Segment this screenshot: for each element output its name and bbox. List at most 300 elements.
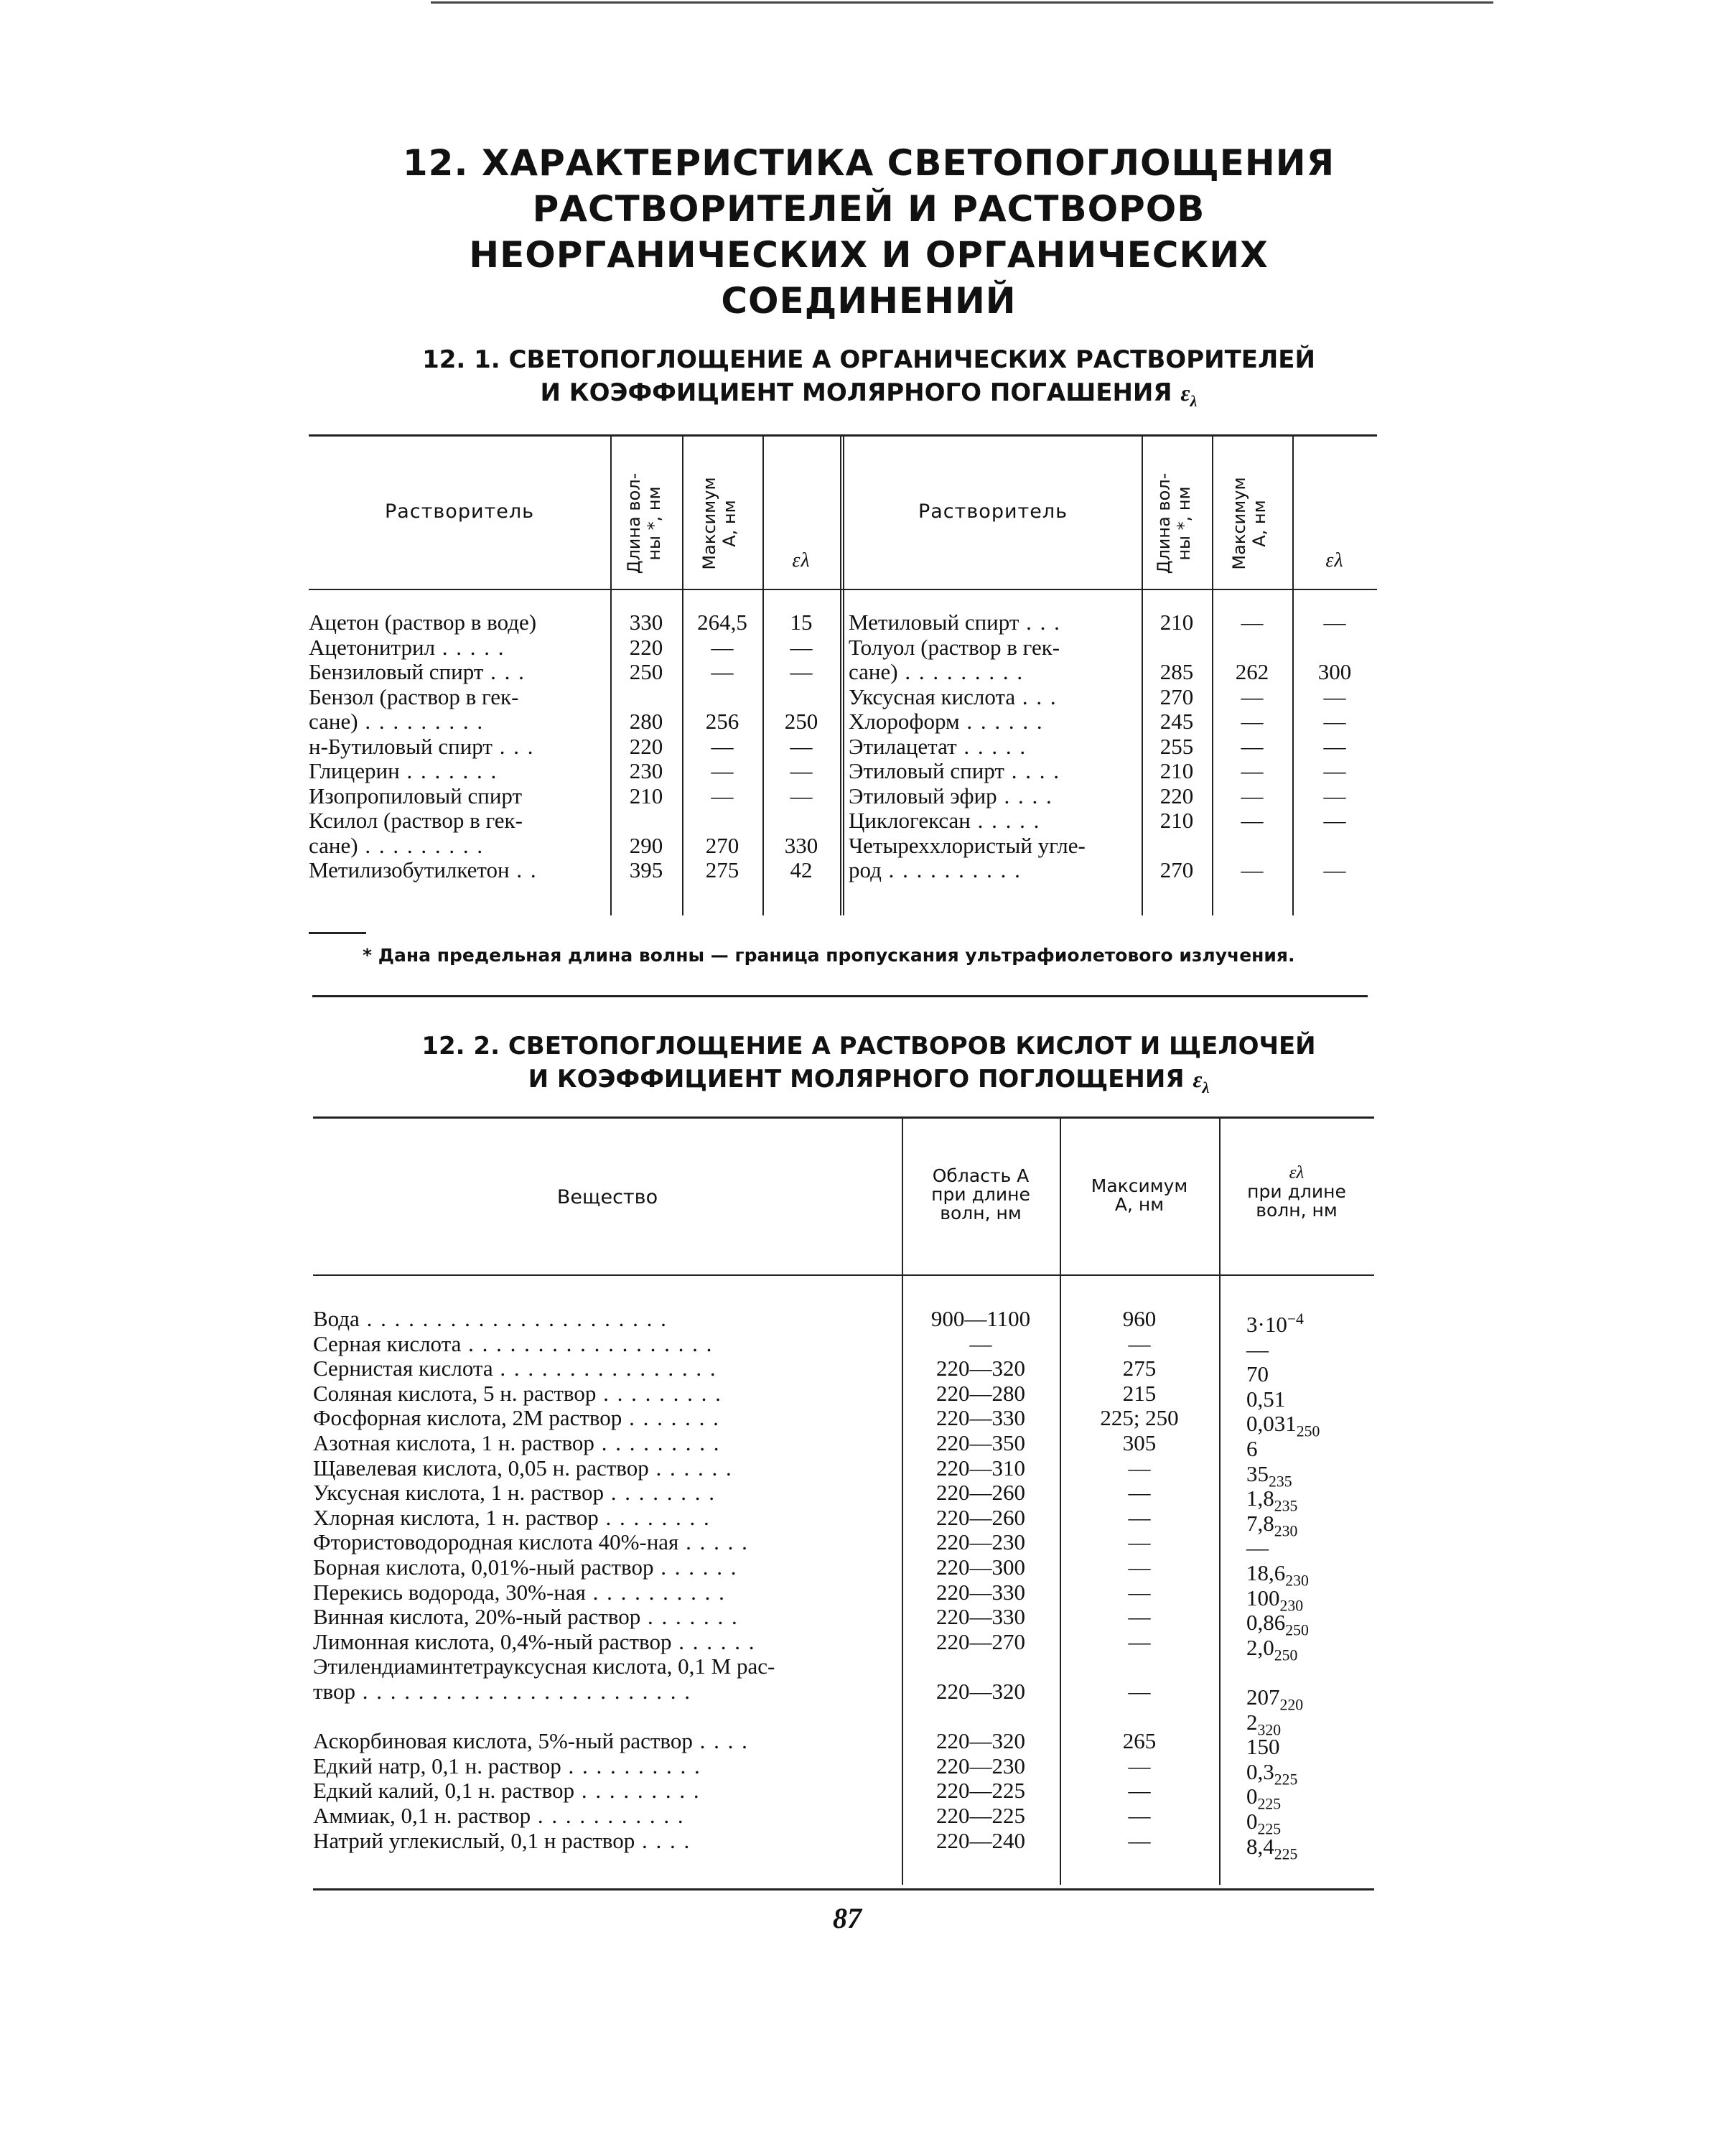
eps-cell: — [1323, 610, 1346, 635]
wavelength-cell: 245 [1159, 709, 1194, 734]
leader-dots: . . . . . . . . . [596, 1381, 722, 1406]
eps-wavelength-subscript: 230 [1274, 1522, 1298, 1540]
eps-cell: — [1323, 684, 1346, 709]
header-max-right: Максимум А, нм [1229, 477, 1269, 570]
substance-name [313, 1506, 896, 1530]
region-cell: 220—240 [936, 1827, 1025, 1853]
max-cell: 215 [1122, 1380, 1157, 1406]
wavelength-cell: 330 [629, 610, 663, 635]
solvent-name-text: н-Бутиловый спирт [309, 734, 493, 759]
table-bottom-rule [313, 1888, 1374, 1890]
eps-value: 1,8 [1246, 1486, 1274, 1511]
leader-dots: . . . . . . [959, 709, 1044, 734]
eps-value: 0 [1246, 1784, 1258, 1809]
solvent-name [849, 685, 1139, 709]
substance-name [313, 1729, 896, 1753]
table-row [309, 635, 1377, 660]
substance-name-text: Вода [313, 1307, 360, 1331]
wavelength-cell: 285 [1159, 659, 1194, 684]
max-cell: 270 [705, 832, 739, 858]
region-cell: 220—330 [936, 1405, 1025, 1431]
substance-name-text: Перекись водорода, 30%-ная [313, 1580, 586, 1605]
table-row [313, 1529, 1374, 1561]
leader-dots: . . . . . . . [622, 1406, 720, 1431]
eps-value: 2,0 [1246, 1634, 1274, 1660]
eps-wavelength-subscript: 225 [1257, 1820, 1282, 1838]
max-cell: — [711, 659, 734, 684]
table-row [313, 1306, 1374, 1337]
substance-name [313, 1679, 896, 1704]
eps-cell: — [1323, 733, 1346, 759]
table-row [309, 858, 1377, 882]
max-cell: — [1128, 1803, 1151, 1828]
solvent-name-text: сане) [849, 660, 898, 684]
leader-dots: . . . . . . . . . [358, 709, 485, 734]
solvent-name-text: Ацетон (раствор в воде) [309, 610, 537, 635]
max-cell: — [1128, 1679, 1151, 1704]
solvent-name [849, 735, 1139, 759]
region-cell: 220—230 [936, 1753, 1025, 1778]
eps-wavelength-subscript: 225 [1274, 1845, 1298, 1863]
header-substance: Вещество [556, 1186, 658, 1208]
eps-value: 70 [1246, 1361, 1269, 1387]
table-row [313, 1405, 1374, 1440]
max-cell: — [1241, 610, 1264, 635]
region-cell: 220—300 [936, 1554, 1025, 1580]
solvent-name-text: Ацетонитрил [309, 635, 436, 660]
leader-dots: . . . . . . . . [598, 1505, 711, 1530]
wavelength-cell: 230 [629, 758, 663, 783]
solvent-name [849, 610, 1139, 635]
solvent-name-text: сане) [309, 709, 358, 734]
substance-name [313, 1630, 896, 1654]
header-max-left: Максимум А, нм [699, 477, 739, 570]
top-rule [431, 1, 1493, 4]
wavelength-cell: 210 [1159, 610, 1194, 635]
region-cell: 220—270 [936, 1628, 1025, 1654]
substance-name-text: Аскорбиновая кислота, 5%-ный раствор [313, 1729, 693, 1754]
table-row [309, 610, 1377, 635]
solvent-name-text: Циклогексан [849, 808, 971, 833]
max-cell: — [1128, 1827, 1151, 1853]
eps-value: 0,3 [1246, 1758, 1274, 1784]
table-row [313, 1827, 1374, 1863]
solvent-name-text: Бензиловый спирт [309, 660, 484, 684]
region-cell: 220—225 [936, 1803, 1025, 1828]
table-row [313, 1579, 1374, 1615]
leader-dots: . . . [483, 660, 526, 684]
max-cell: — [1241, 733, 1264, 759]
eps-cell: — [790, 634, 813, 660]
substance-name-text: Борная кислота, 0,01%-ный раствор [313, 1555, 654, 1580]
eps-value: 0 [1246, 1808, 1258, 1834]
solvent-name [849, 808, 1139, 833]
eps-wavelength-subscript: 230 [1285, 1572, 1309, 1590]
title-line: РАСТВОРИТЕЛЕЙ И РАСТВОРОВ [532, 188, 1205, 230]
eps-cell: 330 [784, 832, 818, 858]
leader-dots: . . . . . . . . . [574, 1778, 701, 1804]
substance-name [313, 1332, 896, 1356]
solvent-name-text: сане) [309, 833, 358, 858]
substance-name [313, 1481, 896, 1505]
max-cell: 265 [1122, 1728, 1157, 1754]
solvent-name-text: Метиловый спирт [849, 610, 1019, 635]
header-solvent-right: Растворитель [918, 500, 1068, 523]
max-cell: 264,5 [697, 610, 747, 635]
region-cell: 220—330 [936, 1579, 1025, 1605]
leader-dots: . . [509, 858, 538, 882]
section-separator [312, 995, 1368, 997]
header-max: Максимум А, нм [1091, 1175, 1188, 1215]
eps-wavelength-subscript: 250 [1274, 1646, 1298, 1664]
title-line: НЕОРГАНИЧЕСКИХ И ОРГАНИЧЕСКИХ [469, 234, 1269, 276]
leader-dots: . . . . . . . . . . [585, 1580, 726, 1605]
leader-dots: . . . . [692, 1729, 749, 1754]
eps-value: — [1246, 1336, 1269, 1362]
wavelength-cell: 280 [629, 709, 663, 734]
wavelength-cell: 270 [1159, 857, 1194, 882]
leader-dots: . . . . . . . . . . . . . . . . [493, 1356, 717, 1381]
solvent-name [849, 660, 1139, 684]
substance-name-text: Соляная кислота, 5 н. раствор [313, 1381, 597, 1406]
substance-name-text: Винная кислота, 20%-ный раствор [313, 1605, 641, 1630]
header-bottom-rule [313, 1274, 1374, 1276]
substance-name [313, 1754, 896, 1778]
solvent-name-text: Четырехxлористый угле- [849, 833, 1086, 858]
max-cell: — [1128, 1554, 1151, 1580]
epsilon-symbol: $\varepsilon_\lambda$ [1180, 380, 1198, 410]
max-cell: — [1241, 684, 1264, 709]
table-row [313, 1480, 1374, 1515]
eps-value: 0,51 [1246, 1386, 1286, 1412]
wavelength-cell: 210 [1159, 808, 1194, 833]
solvent-name-text: Изопропиловый спирт [309, 783, 523, 808]
eps-value: 7,8 [1246, 1510, 1274, 1536]
substance-name [313, 1530, 896, 1554]
max-cell: — [711, 634, 734, 660]
table-row [313, 1753, 1374, 1789]
leader-dots: . . . . [635, 1828, 691, 1853]
max-cell: 262 [1235, 659, 1269, 684]
region-cell: 900—1100 [930, 1306, 1031, 1331]
max-cell: — [1128, 1529, 1151, 1555]
max-cell: — [1128, 1480, 1151, 1506]
substance-name-text: Едкий натр, 0,1 н. раствор [313, 1753, 561, 1778]
section1-title [258, 343, 1479, 418]
leader-dots: . . . . . . . . . . . [531, 1804, 685, 1828]
substance-name-text: Натрий углекислый, 0,1 н раствор [313, 1828, 635, 1853]
leader-dots: . . . . . . . . . . . . . . . . . . . . . . . . [355, 1679, 691, 1704]
substance-name-text: Щавелевая кислота, 0,05 н. раствор [313, 1455, 649, 1481]
max-cell: — [1241, 709, 1264, 734]
eps-value: 3·10 [1246, 1311, 1287, 1337]
table-row [313, 1554, 1374, 1590]
table-row [313, 1728, 1374, 1760]
wavelength-cell: 210 [1159, 758, 1194, 783]
substance-name-text: Фтористоводородная кислота 40%-ная [313, 1530, 679, 1555]
max-cell: — [1128, 1604, 1151, 1630]
region-cell: 220—310 [936, 1455, 1025, 1481]
max-cell: — [1128, 1455, 1151, 1481]
eps-wavelength-subscript: 250 [1296, 1422, 1320, 1440]
leader-dots: . . . . . . [648, 1455, 733, 1481]
substance-name [313, 1804, 896, 1828]
region-cell: 220—260 [936, 1504, 1025, 1530]
leader-dots: . . . . . [678, 1530, 749, 1555]
wavelength-cell: 220 [629, 634, 663, 660]
eps-cell: — [1323, 808, 1346, 833]
solvent-name-text: Бензол (раствор в гек- [309, 684, 519, 709]
table-row [309, 709, 1377, 734]
substance-name [313, 1356, 896, 1381]
section1-title-text: И КОЭФФИЦИЕНТ МОЛЯРНОГО ПОГАШЕНИЯ [540, 378, 1172, 407]
max-cell: 960 [1122, 1306, 1157, 1331]
leader-dots: . . . [492, 734, 535, 759]
substance-name-text: Этилендиаминтетрауксусная кислота, 0,1 М рас- [313, 1654, 775, 1679]
eps-cell [1246, 1829, 1374, 1866]
max-cell: — [1241, 758, 1264, 783]
solvent-name [849, 834, 1139, 858]
solvent-name-text: род [849, 858, 882, 882]
eps-wavelength-subscript: 235 [1269, 1473, 1292, 1491]
solvent-name-text: Этиловый эфир [849, 783, 997, 808]
substance-name-text: Аммиак, 0,1 н. раствор [313, 1804, 531, 1828]
table-top-rule [313, 1116, 1374, 1119]
eps-wavelength-subscript: 320 [1257, 1721, 1282, 1739]
eps-cell: — [1323, 857, 1346, 882]
eps-value: 207 [1246, 1684, 1280, 1710]
substance-name [313, 1580, 896, 1605]
eps-wavelength-subscript: 225 [1257, 1795, 1282, 1813]
max-cell: 225; 250 [1100, 1405, 1179, 1431]
leader-dots: . . . . . . . . . . . . . . . . . . . . . . [359, 1307, 668, 1331]
header-solvent-left: Растворитель [384, 500, 535, 523]
table-row [313, 1628, 1374, 1664]
eps-wavelength-subscript: 250 [1285, 1621, 1309, 1639]
substance-name-text: твор [313, 1679, 355, 1704]
table-row [313, 1654, 1374, 1679]
table-row [313, 1430, 1374, 1461]
eps-wavelength-subscript: 225 [1274, 1771, 1298, 1789]
solvent-name-text: Толуол (раствор в гек- [849, 635, 1060, 660]
leader-dots: . . . . . . . . . . [881, 858, 1022, 882]
leader-dots: . . . . [997, 783, 1053, 808]
solvent-name [849, 635, 1139, 660]
table-row [309, 834, 1377, 858]
wavelength-cell: 270 [1159, 684, 1194, 709]
region-cell: — [969, 1330, 992, 1356]
page-title [237, 140, 1501, 324]
substance-name-text: Уксусная кислота, 1 н. раствор [313, 1481, 604, 1506]
max-cell: — [1128, 1579, 1151, 1605]
header-wavelength-right: Длина вол- ны *, нм [1154, 472, 1194, 574]
table-row [313, 1778, 1374, 1813]
substance-name [313, 1406, 896, 1430]
substance-name-text: Серная кислота [313, 1331, 462, 1356]
substance-name [313, 1307, 896, 1331]
header-wavelength-left: Длина вол- ны *, нм [624, 472, 664, 574]
eps-cell: — [790, 758, 813, 783]
eps-value: 0,031 [1246, 1411, 1297, 1437]
wavelength-cell: 210 [629, 783, 663, 808]
max-cell: — [1241, 783, 1264, 808]
eps-value: 18,6 [1246, 1559, 1286, 1585]
max-cell: — [1128, 1778, 1151, 1804]
eps-cell: — [1323, 709, 1346, 734]
section1-title-line1: 12. 1. СВЕТОПОГЛОЩЕНИЕ А ОРГАНИЧЕСКИХ РАСТВОРИТЕЛЕЙ [422, 345, 1315, 374]
eps-value: 6 [1246, 1435, 1258, 1461]
max-cell: 256 [705, 709, 739, 734]
leader-dots: . . . . . [970, 808, 1041, 833]
substance-name [313, 1431, 896, 1455]
substance-name [313, 1829, 896, 1853]
leader-dots: . . . . . . . . . [358, 833, 485, 858]
max-cell: — [711, 758, 734, 783]
eps-wavelength-subscript: 230 [1279, 1597, 1304, 1615]
eps-cell: — [1323, 783, 1346, 808]
wavelength-cell: 250 [629, 659, 663, 684]
epsilon-symbol: $\varepsilon_\lambda$ [1193, 1066, 1210, 1096]
solvent-name-text: Хлороформ [849, 709, 960, 734]
wavelength-cell: 220 [1159, 783, 1194, 808]
region-cell: 220—280 [936, 1380, 1025, 1406]
header-eps-right: ελ [1325, 549, 1344, 572]
solvent-name-text: Уксусная кислота [849, 684, 1016, 709]
substance-name [313, 1605, 896, 1629]
max-cell: — [711, 733, 734, 759]
region-cell: 220—225 [936, 1778, 1025, 1804]
substance-name [313, 1456, 896, 1481]
eps-cell: — [1323, 758, 1346, 783]
section2-title [258, 1030, 1479, 1104]
table-row [313, 1356, 1374, 1387]
eps-value: 35 [1246, 1460, 1269, 1486]
footnote-rule [309, 932, 366, 934]
max-cell: — [1241, 857, 1264, 882]
table-row [313, 1380, 1374, 1412]
solvent-name [849, 709, 1139, 734]
max-cell: — [1128, 1504, 1151, 1530]
table-row [313, 1455, 1374, 1491]
header-eps-left: ελ [792, 549, 811, 572]
region-cell: 220—320 [936, 1679, 1025, 1704]
eps-value: 0,86 [1246, 1610, 1286, 1636]
table-row [313, 1803, 1374, 1838]
substance-name [313, 1654, 896, 1679]
eps-cell: — [790, 659, 813, 684]
leader-dots: . . . . . [956, 734, 1027, 759]
leader-dots: . . . . . . . . [603, 1481, 716, 1506]
table-row [309, 808, 1377, 833]
eps-value: 150 [1246, 1734, 1280, 1760]
max-cell: — [1128, 1330, 1151, 1356]
region-cell: 220—320 [936, 1356, 1025, 1381]
substance-name [313, 1555, 896, 1580]
max-cell: 275 [705, 857, 739, 882]
eps-cell: 15 [790, 610, 813, 635]
table-row [313, 1504, 1374, 1540]
section2-title-line2 [258, 1063, 1479, 1104]
eps-cell: — [790, 733, 813, 759]
table-row [309, 759, 1377, 783]
leader-dots: . . . . . . [653, 1555, 738, 1580]
eps-cell: 250 [784, 709, 818, 734]
table-row [313, 1705, 1374, 1739]
solvent-name-text: Этиловый спирт [849, 759, 1004, 783]
solvent-name [849, 858, 1139, 882]
table-row [309, 784, 1377, 808]
region-cell: 220—350 [936, 1430, 1025, 1455]
region-cell: 220—260 [936, 1480, 1025, 1506]
substance-name-text: Фосфорная кислота, 2М раствор [313, 1406, 622, 1431]
substance-name-text: Едкий калий, 0,1 н. раствор [313, 1778, 575, 1804]
solvent-name [849, 759, 1139, 783]
section2-title-line1: 12. 2. СВЕТОПОГЛОЩЕНИЕ А РАСТВОРОВ КИСЛОТ И ЩЕЛОЧЕЙ [421, 1032, 1316, 1060]
region-cell: 220—320 [936, 1728, 1025, 1754]
table-row [313, 1604, 1374, 1639]
solvents-table [309, 434, 1377, 923]
eps-wavelength-subscript: 235 [1274, 1497, 1298, 1515]
solvent-name-text: Этилацетат [849, 734, 957, 759]
leader-dots: . . . . . . . . . [594, 1431, 721, 1455]
leader-dots: . . . . . . . . . [897, 660, 1025, 684]
eps-cell: 42 [790, 857, 813, 882]
table-row [309, 685, 1377, 709]
max-cell: — [1128, 1628, 1151, 1654]
region-cell: 220—230 [936, 1529, 1025, 1555]
section2-title-text: И КОЭФФИЦИЕНТ МОЛЯРНОГО ПОГЛОЩЕНИЯ [528, 1065, 1185, 1094]
solvent-name-text: Метилизобутилкетон [309, 858, 510, 882]
wavelength-cell: 220 [629, 733, 663, 759]
table-row [309, 735, 1377, 759]
title-line: 12. ХАРАКТЕРИСТИКА СВЕТОПОГЛОЩЕНИЯ [402, 142, 1335, 184]
section1-title-line2 [258, 376, 1479, 418]
wavelength-cell: 255 [1159, 733, 1194, 759]
substance-name-text: Лимонная кислота, 0,4%-ный раствор [313, 1629, 672, 1654]
wavelength-cell: 395 [629, 857, 663, 882]
max-cell: — [711, 783, 734, 808]
substance-name [313, 1778, 896, 1803]
eps-value: 2 [1246, 1709, 1258, 1735]
max-cell: — [1128, 1753, 1151, 1778]
eps-value: 8,4 [1246, 1833, 1274, 1859]
table-row [313, 1330, 1374, 1362]
leader-dots: . . . . [1004, 759, 1060, 783]
title-line: СОЕДИНЕНИЙ [721, 280, 1017, 322]
wavelength-cell: 290 [629, 832, 663, 858]
leader-dots: . . . [1019, 610, 1061, 635]
substance-name-text: Азотная кислота, 1 н. раствор [313, 1431, 594, 1455]
table-row [309, 660, 1377, 684]
max-cell: 275 [1122, 1356, 1157, 1381]
leader-dots: . . . . . . . [640, 1605, 739, 1630]
leader-dots: . . . . . . . . . . [561, 1753, 701, 1778]
substance-name-text: Сернистая кислота [313, 1356, 493, 1381]
page-number: 87 [833, 1902, 862, 1934]
region-cell: 220—330 [936, 1604, 1025, 1630]
table-row [313, 1679, 1374, 1714]
substance-name-text: Хлорная кислота, 1 н. раствор [313, 1505, 599, 1530]
substance-name [313, 1381, 896, 1406]
solvent-name-text: Глицерин [309, 759, 400, 783]
leader-dots: . . . [1015, 684, 1058, 709]
max-cell: 305 [1122, 1430, 1157, 1455]
eps-value: — [1246, 1535, 1269, 1561]
eps-value: 100 [1246, 1585, 1280, 1610]
max-cell: — [1241, 808, 1264, 833]
leader-dots: . . . . . . [671, 1629, 756, 1654]
leader-dots: . . . . . . . [399, 759, 498, 783]
